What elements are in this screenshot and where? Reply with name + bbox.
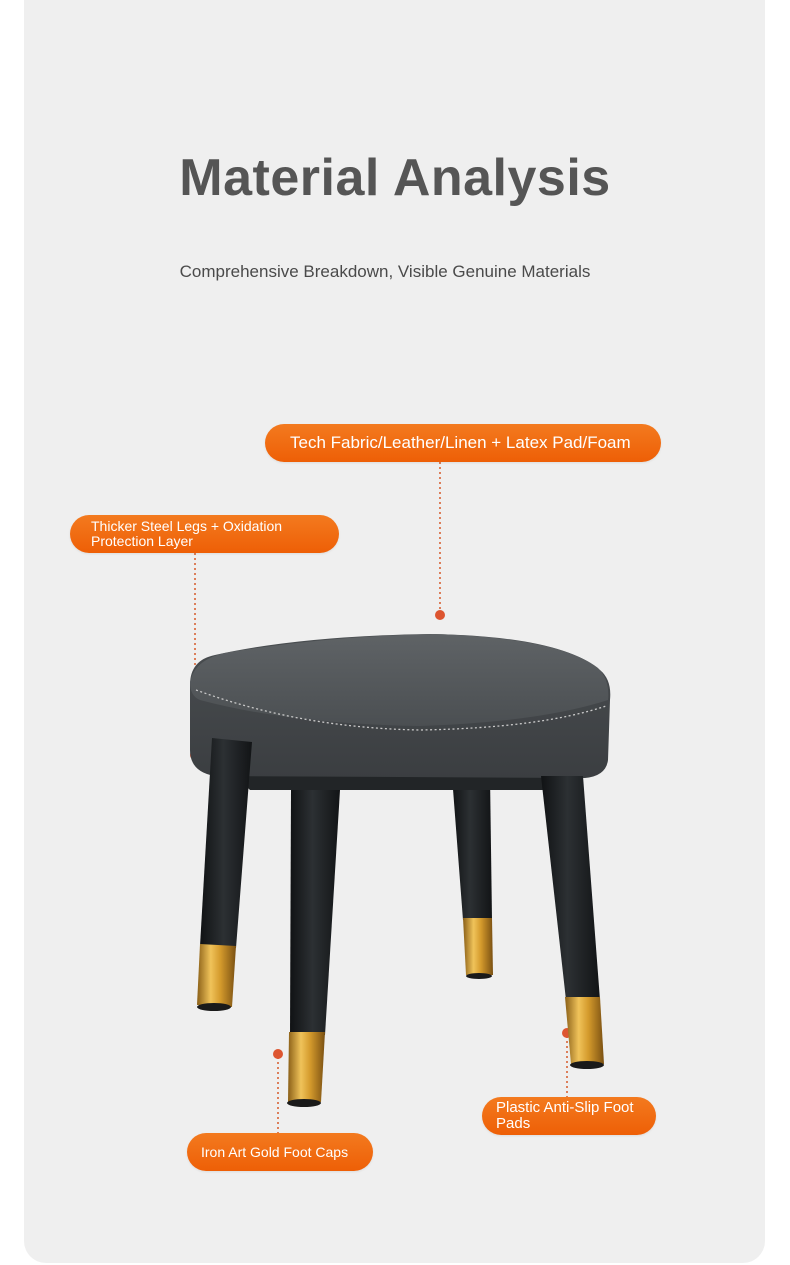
page-title: Material Analysis	[179, 149, 611, 207]
callout-foot-caps	[187, 1133, 373, 1171]
callout-fabric-label: Tech Fabric/Leather/Linen + Latex Pad/Foam	[290, 433, 631, 453]
callout-foot-pads-label: Plastic Anti-Slip Foot Pads	[496, 1099, 634, 1132]
callout-fabric	[265, 424, 661, 462]
back-legs	[452, 776, 493, 979]
callout-foot-caps-label: Iron Art Gold Foot Caps	[201, 1143, 349, 1160]
callout-legs-label: Thicker Steel Legs + Oxidation Protection Layer	[91, 518, 283, 549]
front-legs	[197, 738, 604, 1107]
seat-cushion	[190, 634, 610, 778]
callout-foot-pads	[482, 1097, 656, 1135]
page-subtitle: Comprehensive Breakdown, Visible Genuine Materials	[179, 262, 591, 281]
callout-legs	[70, 515, 339, 553]
